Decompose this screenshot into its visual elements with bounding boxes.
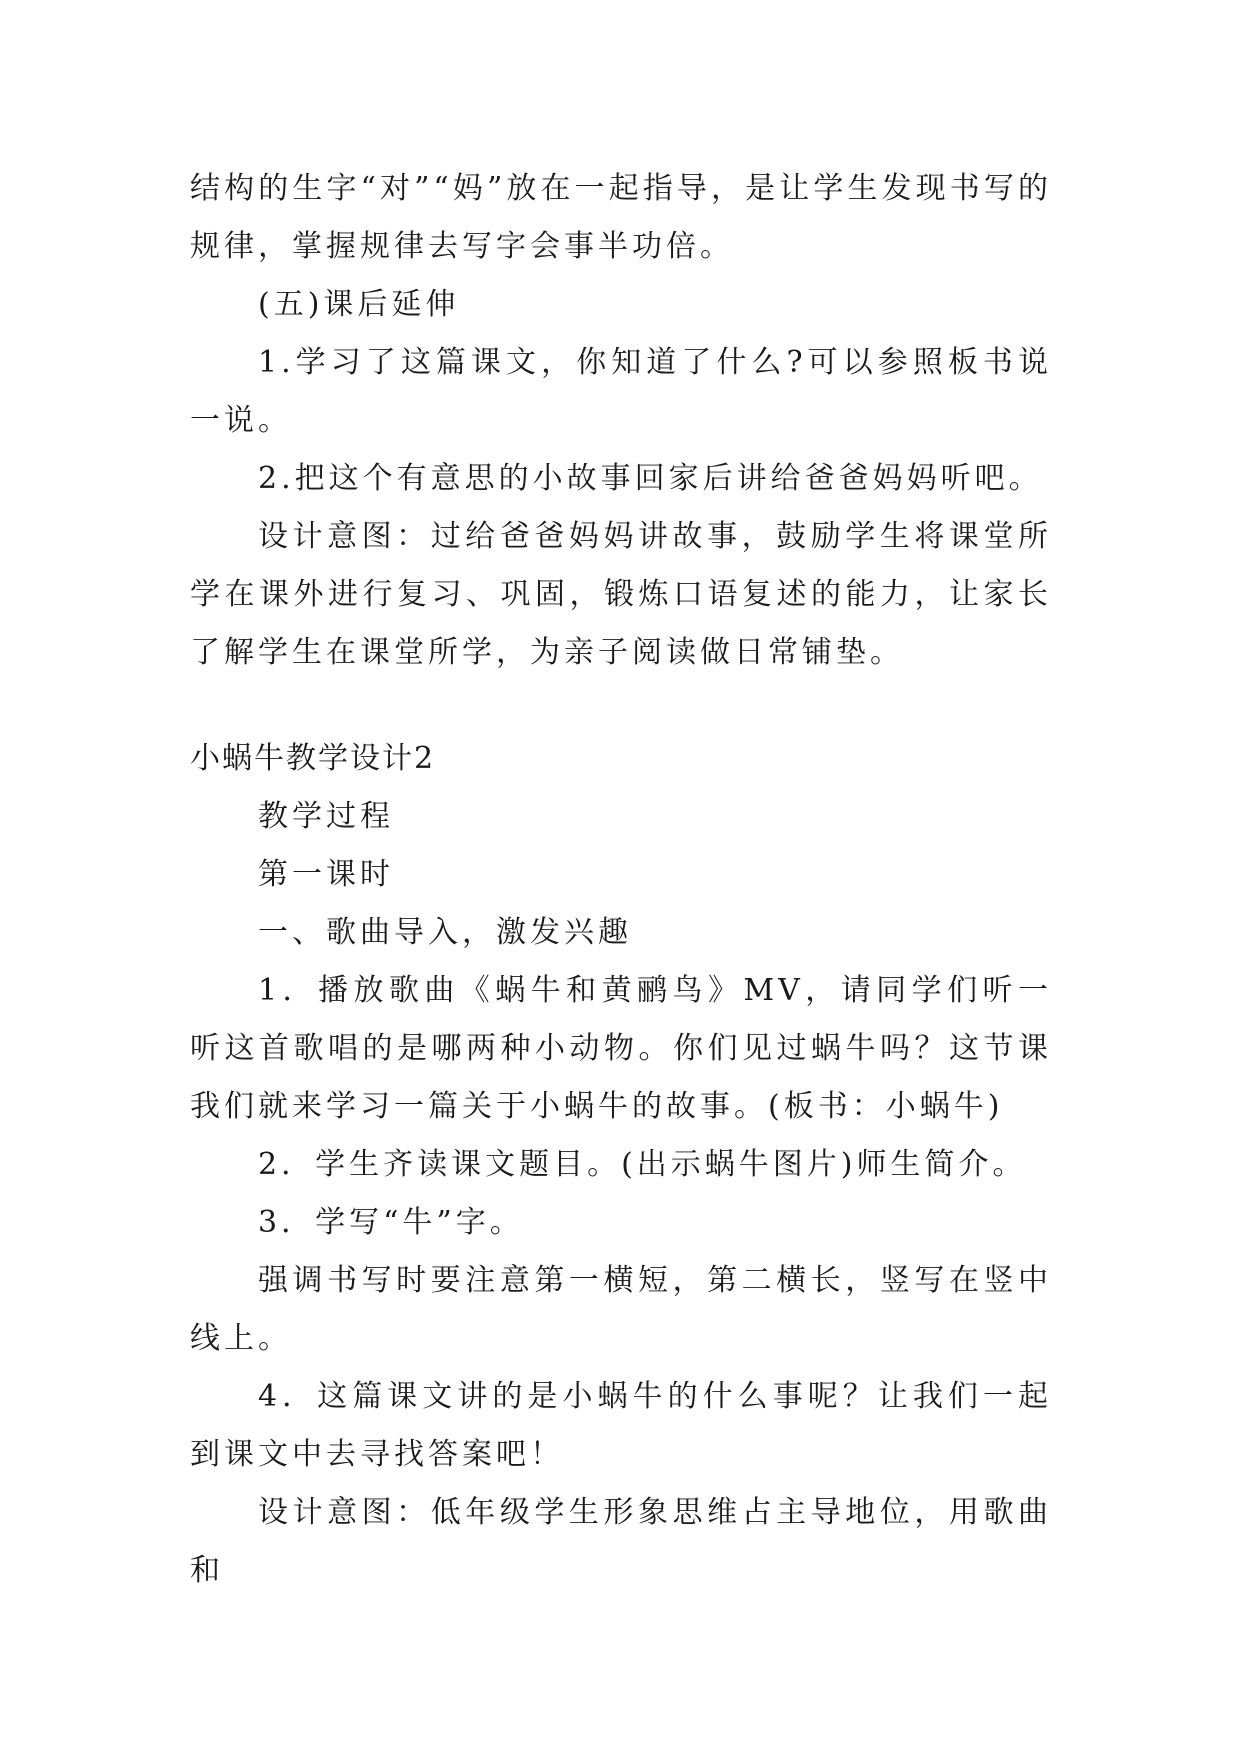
paragraph: 结构的生字“对”“妈”放在一起指导，是让学生发现书写的规律，掌握规律去写字会事半功倍。	[190, 171, 1052, 264]
paragraph: 强调书写时要注意第一横短，第二横长，竖写在竖中线上。	[190, 1263, 1052, 1356]
paragraph: 教学过程	[258, 799, 394, 834]
section-title: 小蜗牛教学设计2	[190, 741, 436, 776]
paragraph: 设计意图：低年级学生形象思维占主导地位，用歌曲和	[190, 1495, 1052, 1588]
paragraph: 设计意图：过给爸爸妈妈讲故事，鼓励学生将课堂所学在课外进行复习、巩固，锻炼口语复述的能力，让家长了解学生在课堂所学，为亲子阅读做日常铺垫。	[190, 519, 1052, 670]
paragraph: 1.学习了这篇课文，你知道了什么?可以参照板书说一说。	[190, 345, 1052, 438]
paragraph: 2.把这个有意思的小故事回家后讲给爸爸妈妈听吧。	[258, 461, 1043, 496]
section-gap	[190, 682, 1052, 730]
paragraph: 第一课时	[258, 857, 394, 892]
paragraph: (五)课后延伸	[258, 287, 460, 322]
paragraph: 一、歌曲导入，激发兴趣	[258, 915, 632, 950]
paragraph: 3．学写“牛”字。	[258, 1205, 524, 1240]
paragraph: 1．播放歌曲《蜗牛和黄鹂鸟》MV，请同学们听一听这首歌唱的是哪两种小动物。你们见过蜗牛吗？这节课我们就来学习一篇关于小蜗牛的故事。(板书：小蜗牛)	[190, 973, 1052, 1124]
paragraph: 2．学生齐读课文题目。(出示蜗牛图片)师生简介。	[258, 1147, 1027, 1182]
paragraph: 4．这篇课文讲的是小蜗牛的什么事呢？让我们一起到课文中去寻找答案吧！	[190, 1379, 1052, 1472]
document-page	[190, 160, 1052, 1600]
